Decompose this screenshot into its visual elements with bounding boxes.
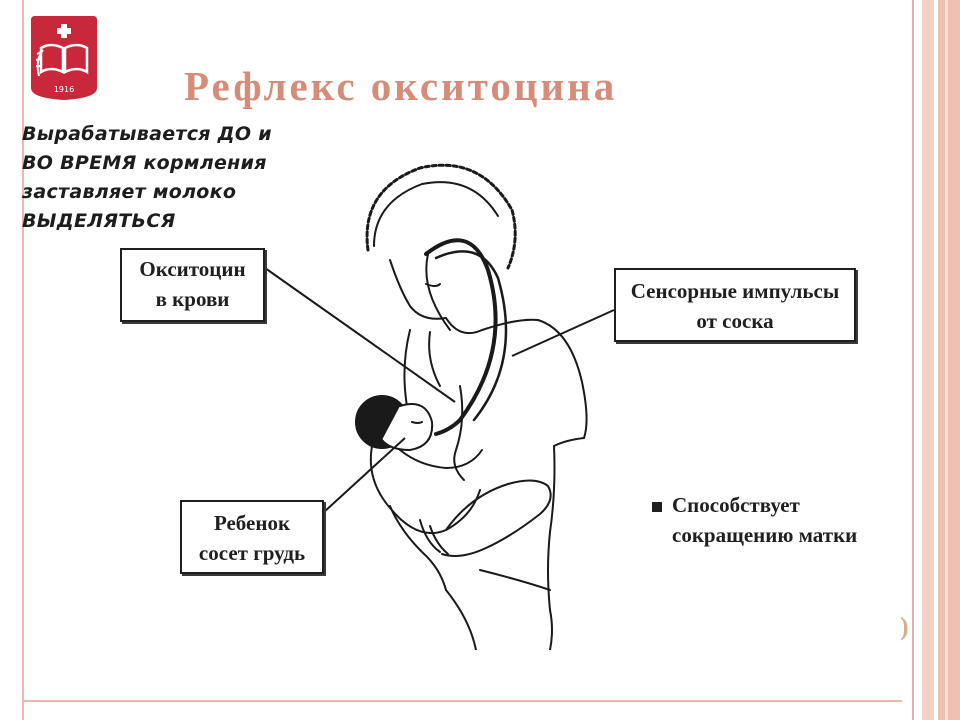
label-line: Сенсорные импульсы xyxy=(630,279,840,303)
label-sensory-impulses xyxy=(614,268,856,342)
sensory-connector xyxy=(512,310,614,356)
oxytocin-connector xyxy=(265,268,455,402)
label-line: Окситоцин xyxy=(139,257,246,281)
baby-connector xyxy=(324,438,405,512)
label-oxytocin-in-blood xyxy=(120,248,265,322)
intro-line: заставляет молоко xyxy=(22,181,237,203)
uterus-contraction-note xyxy=(652,490,892,550)
intro-line: Вырабатывается ДО и xyxy=(22,123,272,145)
label-line: в крови xyxy=(155,287,230,311)
logo-year: 1916 xyxy=(53,85,75,94)
bullet-icon xyxy=(652,502,662,512)
label-line: Ребенок xyxy=(213,511,291,535)
decorative-edge-mark: ) xyxy=(900,612,909,641)
label-line: от соска xyxy=(696,309,774,333)
intro-line: ВО ВРЕМЯ кормления xyxy=(22,152,267,174)
note-line: сокращению матки xyxy=(672,523,858,547)
label-baby-sucking xyxy=(180,500,324,574)
note-line: Способствует xyxy=(672,493,800,517)
intro-line: ВЫДЕЛЯТЬСЯ xyxy=(22,210,176,232)
label-line: сосет грудь xyxy=(198,541,306,565)
slide-title: Рефлекс окситоцина xyxy=(184,63,618,109)
